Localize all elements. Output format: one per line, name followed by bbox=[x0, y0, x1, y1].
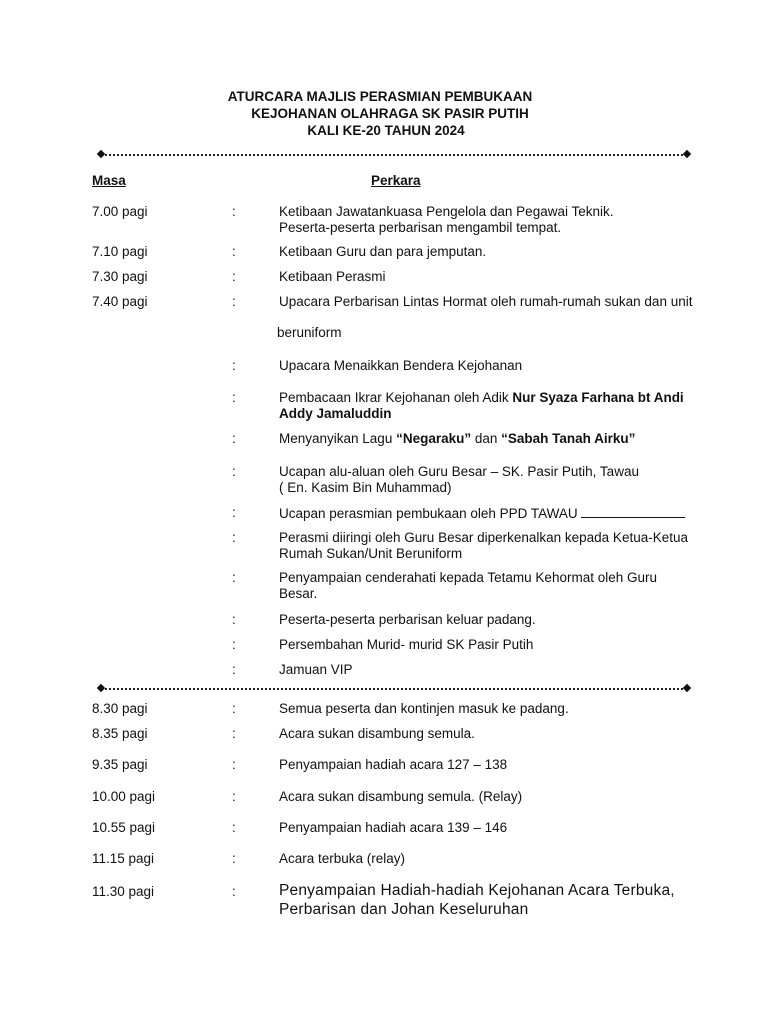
column-header-masa: Masa bbox=[92, 173, 126, 188]
row-description bbox=[279, 881, 699, 919]
row-colon: : bbox=[232, 662, 236, 677]
row-time: 11.30 pagi bbox=[92, 884, 155, 899]
row-time: 7.40 pagi bbox=[92, 294, 148, 309]
row-description: Acara terbuka (relay) bbox=[279, 851, 406, 866]
diamond-bullet-icon bbox=[683, 684, 691, 692]
row-description bbox=[279, 464, 699, 496]
row-description: Ketibaan Guru dan para jemputan. bbox=[279, 244, 487, 259]
diamond-bullet-icon bbox=[97, 684, 105, 692]
row-time: 10.55 pagi bbox=[92, 820, 156, 835]
row-colon: : bbox=[232, 358, 236, 373]
row-colon: : bbox=[232, 505, 236, 520]
row-description: Penyampaian hadiah acara 127 – 138 bbox=[279, 757, 508, 772]
blank-fill-line bbox=[581, 505, 685, 518]
row-description-text: Menyanyikan Lagu bbox=[279, 431, 397, 446]
row-description-line: Besar. bbox=[279, 586, 318, 601]
row-description: Jamuan VIP bbox=[279, 662, 353, 677]
row-time: 8.30 pagi bbox=[92, 701, 148, 716]
row-description: Acara sukan disambung semula. bbox=[279, 726, 475, 741]
row-colon: : bbox=[232, 431, 236, 446]
row-colon: : bbox=[232, 294, 236, 309]
row-description: Semua peserta dan kontinjen masuk ke padang. bbox=[279, 701, 569, 716]
row-description-line: Peserta-peserta perbarisan mengambil tempat. bbox=[279, 220, 562, 235]
row-time: 8.35 pagi bbox=[92, 726, 148, 741]
row-description-line: Perasmi diiringi oleh Guru Besar diperkenalkan kepada Ketua-Ketua bbox=[279, 530, 688, 545]
row-colon: : bbox=[232, 390, 236, 405]
row-colon: : bbox=[232, 244, 236, 259]
row-colon: : bbox=[232, 726, 236, 741]
row-description bbox=[279, 204, 699, 236]
column-header-perkara: Perkara bbox=[371, 173, 421, 188]
row-description-line: ( En. Kasim Bin Muhammad) bbox=[279, 480, 452, 495]
row-time: 7.30 pagi bbox=[92, 269, 148, 284]
row-colon: : bbox=[232, 884, 236, 899]
row-colon: : bbox=[232, 820, 236, 835]
row-description bbox=[279, 530, 699, 562]
row-description bbox=[279, 570, 699, 602]
row-time: 9.35 pagi bbox=[92, 757, 148, 772]
row-colon: : bbox=[232, 530, 236, 545]
document-title-line-3: KALI KE-20 TAHUN 2024 bbox=[307, 123, 465, 138]
diamond-bullet-icon bbox=[683, 150, 691, 158]
song-title-sabah: “Sabah Tanah Airku” bbox=[501, 431, 636, 446]
row-description bbox=[279, 431, 699, 447]
dotted-divider-middle bbox=[97, 684, 691, 694]
row-description-text: Pembacaan Ikrar Kejohanan oleh Adik bbox=[279, 390, 513, 405]
row-colon: : bbox=[232, 204, 236, 219]
row-description-text: dan bbox=[471, 431, 502, 446]
row-description-line: Ucapan alu-aluan oleh Guru Besar – SK. Pasir Putih, Tawau bbox=[279, 464, 639, 479]
row-colon: : bbox=[232, 789, 236, 804]
row-time: 7.00 pagi bbox=[92, 204, 148, 219]
row-colon: : bbox=[232, 570, 236, 585]
row-description-line: Ketibaan Jawatankuasa Pengelola dan Pegawai Teknik. bbox=[279, 204, 614, 219]
student-name: Nur Syaza Farhana bt Andi bbox=[512, 390, 684, 405]
document-title-line-2: KEJOHANAN OLAHRAGA SK PASIR PUTIH bbox=[251, 106, 529, 121]
row-description-line: Penyampaian Hadiah-hadiah Kejohanan Acara Terbuka, bbox=[279, 882, 675, 899]
row-description-line: Rumah Sukan/Unit Beruniform bbox=[279, 546, 463, 561]
song-title-negaraku: “Negaraku” bbox=[396, 431, 472, 446]
dotted-line bbox=[105, 688, 683, 690]
row-description-line: Perbarisan dan Johan Keseluruhan bbox=[279, 901, 529, 918]
row-description bbox=[279, 390, 699, 422]
row-colon: : bbox=[232, 851, 236, 866]
row-colon: : bbox=[232, 701, 236, 716]
row-colon: : bbox=[232, 612, 236, 627]
row-time: 11.15 pagi bbox=[92, 851, 155, 866]
dotted-divider-top bbox=[97, 150, 691, 160]
row-description: Penyampaian hadiah acara 139 – 146 bbox=[279, 820, 508, 835]
dotted-line bbox=[105, 154, 683, 156]
row-description: Persembahan Murid- murid SK Pasir Putih bbox=[279, 637, 534, 652]
row-colon: : bbox=[232, 637, 236, 652]
row-description-line: Penyampaian cenderahati kepada Tetamu Kehormat oleh Guru bbox=[279, 570, 657, 585]
row-colon: : bbox=[232, 464, 236, 479]
row-description-text: Ucapan perasmian pembukaan oleh PPD TAWAU bbox=[279, 506, 578, 521]
row-description: Acara sukan disambung semula. (Relay) bbox=[279, 789, 523, 804]
diamond-bullet-icon bbox=[97, 150, 105, 158]
row-description: Peserta-peserta perbarisan keluar padang. bbox=[279, 612, 536, 627]
row-description: Ketibaan Perasmi bbox=[279, 269, 386, 284]
row-time: 7.10 pagi bbox=[92, 244, 148, 259]
row-colon: : bbox=[232, 269, 236, 284]
row-description: Upacara Perbarisan Lintas Hormat oleh rumah-rumah sukan dan unit bbox=[279, 294, 693, 309]
row-description-continuation: beruniform bbox=[277, 325, 342, 340]
row-description bbox=[279, 505, 699, 522]
row-time: 10.00 pagi bbox=[92, 789, 156, 804]
row-colon: : bbox=[232, 757, 236, 772]
row-description: Upacara Menaikkan Bendera Kejohanan bbox=[279, 358, 523, 373]
document-title-line-1: ATURCARA MAJLIS PERASMIAN PEMBUKAAN bbox=[227, 89, 533, 104]
student-name-continuation: Addy Jamaluddin bbox=[279, 406, 392, 421]
